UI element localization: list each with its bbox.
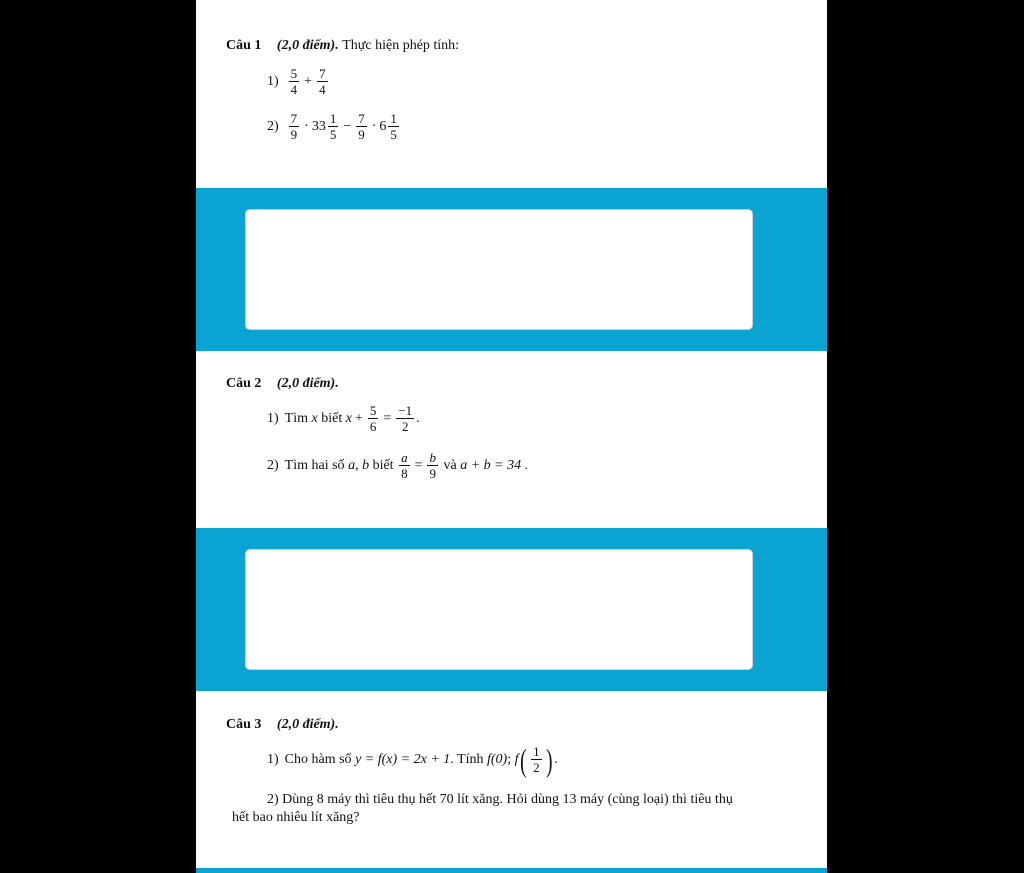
item-number: 2) [267,457,279,473]
question-1-points: (2,0 điểm). [276,38,339,53]
item-number: 1) [267,410,279,426]
fraction: $\frac{1}{5}$ [390,111,397,142]
question-3-item-1: 1) Cho hàm số y = f(x) = 2x + 1 . Tính f(0) ; f ( $\frac{1}{2}$ ) . [267,741,558,778]
whole-number: 33 [311,118,326,134]
right-paren: ) [545,741,553,778]
fraction: $\frac{5}{4}$ [290,66,298,97]
operator: = [383,410,392,426]
question-3-label: Câu 3 [226,717,262,732]
item-number: 2) [267,118,279,134]
question-3-title [226,717,339,732]
fraction: $\frac{b}{9}$ [429,450,436,481]
question-1 [226,38,459,54]
answer-band-1 [196,188,827,351]
question-1-label: Câu 1 [226,38,262,53]
operator: − [343,118,352,134]
answer-box-1[interactable] [245,209,753,330]
operator: + [304,73,313,89]
fraction: $\frac{1}{2}$ [533,744,540,775]
question-2-item-1: 1) Tìm x biết x + $\frac{5}{6}$ = $\frac{-1}{2}$ . [267,403,420,434]
answer-box-2[interactable] [245,549,753,670]
question-1-item-1 [267,66,330,97]
operator: · [304,118,309,134]
question-3-item-2-line2: hết bao nhiêu lít xăng? [232,810,360,825]
question-2 [226,376,339,392]
fraction: $\frac{7}{4}$ [319,66,326,97]
fraction: $\frac{1}{5}$ [329,111,337,142]
fraction: $\frac{a}{8}$ [401,450,408,481]
question-3-item-2-line1: 2) Dùng 8 máy thì tiêu thụ hết 70 lít xăng. Hỏi dùng 13 máy (cùng loại) thì tiêu thụ [267,792,733,807]
item-number: 1) [267,73,279,89]
operator: · [371,118,377,134]
question-2-label: Câu 2 [226,376,262,391]
question-3 [226,717,339,733]
question-1-prompt: Thực hiện phép tính: [342,38,460,53]
fraction: $\frac{7}{9}$ [290,111,298,142]
whole-number: 6 [379,118,387,134]
answer-band-2 [196,528,827,691]
item-number: 1) [267,751,279,767]
bottom-band-edge [196,868,827,873]
question-3-points: (2,0 điểm). [276,717,339,732]
question-2-title [226,376,339,391]
operator: = [414,457,423,473]
fraction: $\frac{-1}{2}$ [398,403,413,434]
operator: + [354,410,363,426]
document-page [196,0,827,873]
question-1-title [226,38,342,53]
question-2-points: (2,0 điểm). [276,376,339,391]
question-2-item-2: 2) Tìm hai số a , b biết $\frac{a}{8}$ = $\frac{b}{9}$ và a + b = 34 . [267,450,529,481]
fraction: $\frac{5}{6}$ [369,403,377,434]
fraction: $\frac{7}{9}$ [358,111,365,142]
left-paren: ( [520,741,527,778]
question-1-item-2 [267,111,401,142]
